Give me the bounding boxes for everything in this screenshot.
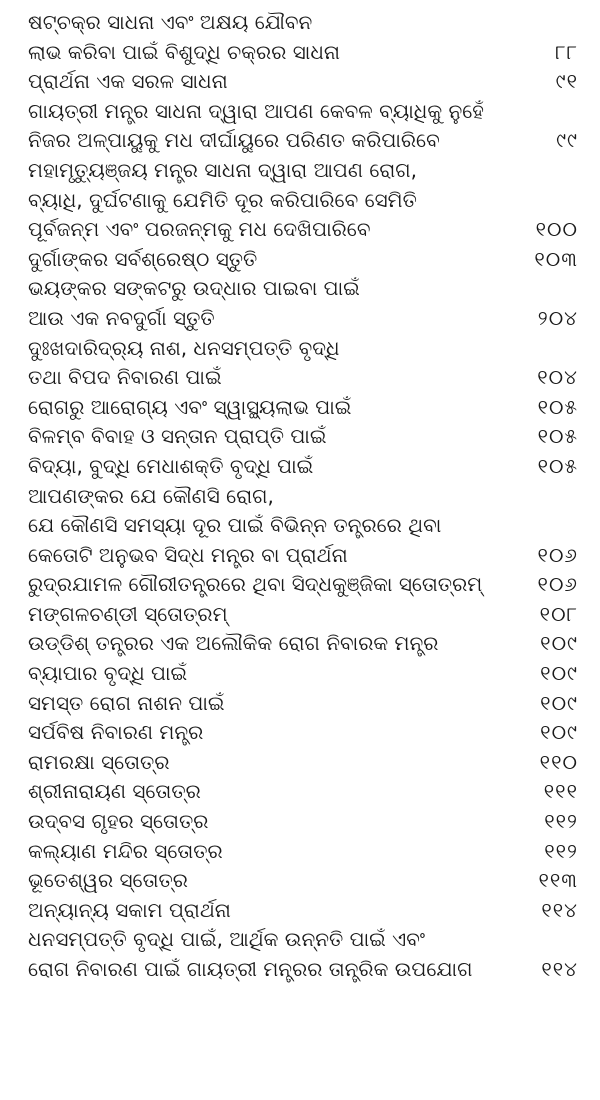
toc-entry-page-number: ୧୧୪ bbox=[541, 957, 578, 981]
toc-entry bbox=[28, 629, 578, 659]
toc-entry-page-number: ୧୦୬ bbox=[537, 572, 578, 597]
toc-entry bbox=[28, 186, 578, 216]
toc-entry-page-number: ୧୦୩ bbox=[534, 246, 578, 271]
toc-entry bbox=[28, 866, 578, 896]
toc-entry-title: ଶ୍ରୀନାରାୟଣ ସ୍ତୋତ୍ର bbox=[28, 779, 201, 804]
toc-entry-title: ବିଦ୍ୟା, ବୁଦ୍ଧି ମେଧାଶକ୍ତି ବୃଦ୍ଧି ପାଇଁ bbox=[28, 453, 314, 478]
toc-entry-page-number: ୧୦୫ bbox=[537, 424, 578, 449]
toc-entry bbox=[28, 955, 578, 985]
toc-entry bbox=[28, 896, 578, 926]
toc-entry bbox=[28, 274, 578, 304]
toc-entry-title: ରୋଗରୁ ଆରୋଗ୍ୟ ଏବଂ ସ୍ୱାସ୍ଥ୍ୟଲାଭ ପାଇଁ bbox=[28, 394, 352, 419]
toc-entry-page-number: ୧୦୮ bbox=[539, 601, 578, 626]
toc-entry-page-number: ୧୦୦ bbox=[535, 217, 578, 242]
toc-entry bbox=[28, 245, 578, 275]
toc-entry-title: ଆଉ ଏକ ନବଦୁର୍ଗା ସ୍ତୁତି bbox=[28, 305, 215, 330]
toc-entry-title: ଭୂତେଶ୍ୱର ସ୍ତୋତ୍ର bbox=[28, 868, 188, 893]
toc-entry bbox=[28, 718, 578, 748]
toc-entry-page-number: ୧୦୯ bbox=[540, 631, 578, 656]
toc-entry bbox=[28, 334, 578, 364]
toc-entry-page-number: ୧୧୪ bbox=[541, 897, 578, 922]
toc-entry bbox=[28, 600, 578, 630]
toc-entry bbox=[28, 156, 578, 186]
toc-entry-page-number: ୧୧୩ bbox=[538, 868, 578, 893]
toc-entry-title: ରାମରକ୍ଷା ସ୍ତୋତ୍ର bbox=[28, 749, 170, 774]
toc-entry bbox=[28, 422, 578, 452]
toc-entry-page-number: ୮୮ bbox=[555, 39, 578, 64]
toc-entry bbox=[28, 541, 578, 571]
toc-entry bbox=[28, 393, 578, 423]
toc-entry bbox=[28, 304, 578, 334]
toc-entry bbox=[28, 925, 578, 955]
toc-entry-page-number: ୯୯ bbox=[556, 128, 578, 153]
toc-entry-title: ନିଜର ଅଳ୍ପାୟୁକୁ ମଧ ଦୀର୍ଘାୟୁରେ ପରିଣତ କରିପାରିବେ bbox=[28, 128, 440, 153]
toc-entry-title: ଧନସମ୍ପତ୍ତି ବୃଦ୍ଧି ପାଇଁ, ଆର୍ଥିକ ଉନ୍ନତି ପାଇଁ ଏବଂ bbox=[28, 927, 425, 952]
toc-entry bbox=[28, 126, 578, 156]
toc-entry-page-number: ୧୦୬ bbox=[537, 542, 578, 567]
toc-entry-page-number: ୧୦୫ bbox=[537, 394, 578, 419]
toc-entry-title: ପୂର୍ବଜନ୍ମ ଏବଂ ପରଜନ୍ମକୁ ମଧ ଦେଖିପାରିବେ bbox=[28, 217, 371, 242]
toc-entry-title: ଦୁର୍ଗାଙ୍କର ସର୍ବଶ୍ରେଷ୍ଠ ସ୍ତୁତି bbox=[28, 246, 258, 271]
toc-entry-title: ସର୍ପବିଷ ନିବାରଣ ମନ୍ତ୍ର bbox=[28, 720, 204, 745]
toc-entry-page-number: ୧୧୦ bbox=[539, 749, 578, 774]
toc-entry-title: ମଙ୍ଗଳଚଣ୍ଡୀ ସ୍ତୋତ୍ରମ୍ bbox=[28, 601, 228, 626]
toc-entry bbox=[28, 363, 578, 393]
toc-entry-title: ଉଡ୍‌ଡିଶ୍ ତନ୍ତ୍ରର ଏକ ଅଲୌକିକ ରୋଗ ନିବାରକ ମନ୍ତ୍ର bbox=[28, 631, 439, 656]
toc-entry-title: ଷଟ୍‌ଚକ୍ର ସାଧନା ଏବଂ ଅକ୍ଷୟ ଯୌବନ bbox=[28, 10, 313, 34]
toc-entry-page-number: ୧୧୨ bbox=[544, 838, 578, 863]
toc-entry-title: ଅନ୍ୟାନ୍ୟ ସକାମ ପ୍ରାର୍ଥନା bbox=[28, 897, 231, 922]
toc-entry-title: ଉଦ୍‌ବସ ଗୃହର ସ୍ତୋତ୍ର bbox=[28, 809, 209, 834]
toc-entry bbox=[28, 97, 578, 127]
table-of-contents bbox=[28, 8, 578, 985]
toc-entry-title: ମହାମୃତ୍ୟୁଞ୍ଜୟ ମନ୍ତ୍ର ସାଧନା ଦ୍ୱାରା ଆପଣ ରୋଗ, bbox=[28, 157, 418, 182]
toc-entry-page-number: ୧୦୯ bbox=[540, 720, 578, 745]
toc-entry bbox=[28, 215, 578, 245]
toc-entry bbox=[28, 511, 578, 541]
toc-entry-title: କଲ୍ୟାଣ ମନ୍ଦିର ସ୍ତୋତ୍ର bbox=[28, 838, 223, 863]
toc-entry bbox=[28, 452, 578, 482]
toc-entry-page-number: ୧୦୫ bbox=[537, 453, 578, 478]
toc-entry bbox=[28, 482, 578, 512]
toc-entry-page-number: ୧୧୧ bbox=[543, 779, 578, 804]
toc-entry-title: କେତୋଟି ଅନୁଭବ ସିଦ୍ଧ ମନ୍ତ୍ର ବା ପ୍ରାର୍ଥନା bbox=[28, 542, 348, 567]
toc-entry-page-number: ୧୦୯ bbox=[540, 690, 578, 715]
toc-entry bbox=[28, 659, 578, 689]
toc-entry bbox=[28, 689, 578, 719]
toc-entry-title: ଭୟଙ୍କର ସଙ୍କଟରୁ ଉଦ୍ଧାର ପାଇବା ପାଇଁ bbox=[28, 276, 360, 301]
toc-entry-title: ବ୍ୟାଧି, ଦୁର୍ଘଟଣାକୁ ଯେମିତି ଦୂର କରିପାରିବେ ସେମିତି bbox=[28, 187, 417, 212]
toc-entry-title: ଯେ କୌଣସି ସମସ୍ୟା ଦୂର ପାଇଁ ବିଭିନ୍ନ ତନ୍ତ୍ରରେ ଥିବା bbox=[28, 513, 442, 538]
toc-entry-title: ପ୍ରାର୍ଥନା ଏକ ସରଳ ସାଧନା bbox=[28, 69, 228, 94]
toc-entry bbox=[28, 837, 578, 867]
toc-entry-page-number: ୧୦୪ bbox=[537, 365, 578, 390]
toc-entry-title: ଆପଣଙ୍କର ଯେ କୌଣସି ରୋଗ, bbox=[28, 483, 274, 508]
toc-entry-page-number: ୧୧୨ bbox=[544, 809, 578, 834]
toc-entry-title: ଗାୟତ୍ରୀ ମନ୍ତ୍ର ସାଧନା ଦ୍ୱାରା ଆପଣ କେବଳ ବ୍ୟାଧିକୁ ନୁହେଁ bbox=[28, 98, 484, 123]
toc-entry-title: ତଥା ବିପଦ ନିବାରଣ ପାଇଁ bbox=[28, 365, 222, 390]
toc-entry-title: ରୋଗ ନିବାରଣ ପାଇଁ ଗାୟତ୍ରୀ ମନ୍ତ୍ରର ତାନ୍ତ୍ରିକ ଉପଯୋଗ bbox=[28, 957, 473, 981]
toc-entry-title: ବ୍ୟାପାର ବୃଦ୍ଧି ପାଇଁ bbox=[28, 661, 188, 686]
toc-entry bbox=[28, 777, 578, 807]
toc-entry bbox=[28, 570, 578, 600]
toc-entry bbox=[28, 38, 578, 68]
toc-entry-title: ବିଳମ୍ବ ବିବାହ ଓ ସନ୍ତାନ ପ୍ରାପ୍ତି ପାଇଁ bbox=[28, 424, 327, 449]
toc-entry bbox=[28, 8, 578, 38]
toc-entry-title: ସମସ୍ତ ରୋଗ ନାଶନ ପାଇଁ bbox=[28, 690, 225, 715]
toc-entry-page-number: ୯୧ bbox=[555, 69, 578, 94]
toc-entry bbox=[28, 67, 578, 97]
toc-entry-title: ଲାଭ କରିବା ପାଇଁ ବିଶୁଦ୍ଧି ଚକ୍ରର ସାଧନା bbox=[28, 39, 340, 64]
toc-entry-title: ଦୁଃଖଦାରିଦ୍ର୍ୟ ନାଶ, ଧନସମ୍ପତ୍ତି ବୃଦ୍ଧି bbox=[28, 335, 340, 360]
toc-entry-page-number: ୨୦୪ bbox=[537, 305, 578, 330]
toc-entry-title: ରୁଦ୍ରଯାମଳ ଗୌରୀତନ୍ତ୍ରରେ ଥିବା ସିଦ୍ଧକୁଞ୍ଜିକା ସ୍ତୋତ୍ରମ୍ bbox=[28, 572, 483, 597]
toc-entry bbox=[28, 748, 578, 778]
toc-entry-page-number: ୧୦୯ bbox=[540, 661, 578, 686]
toc-entry bbox=[28, 807, 578, 837]
